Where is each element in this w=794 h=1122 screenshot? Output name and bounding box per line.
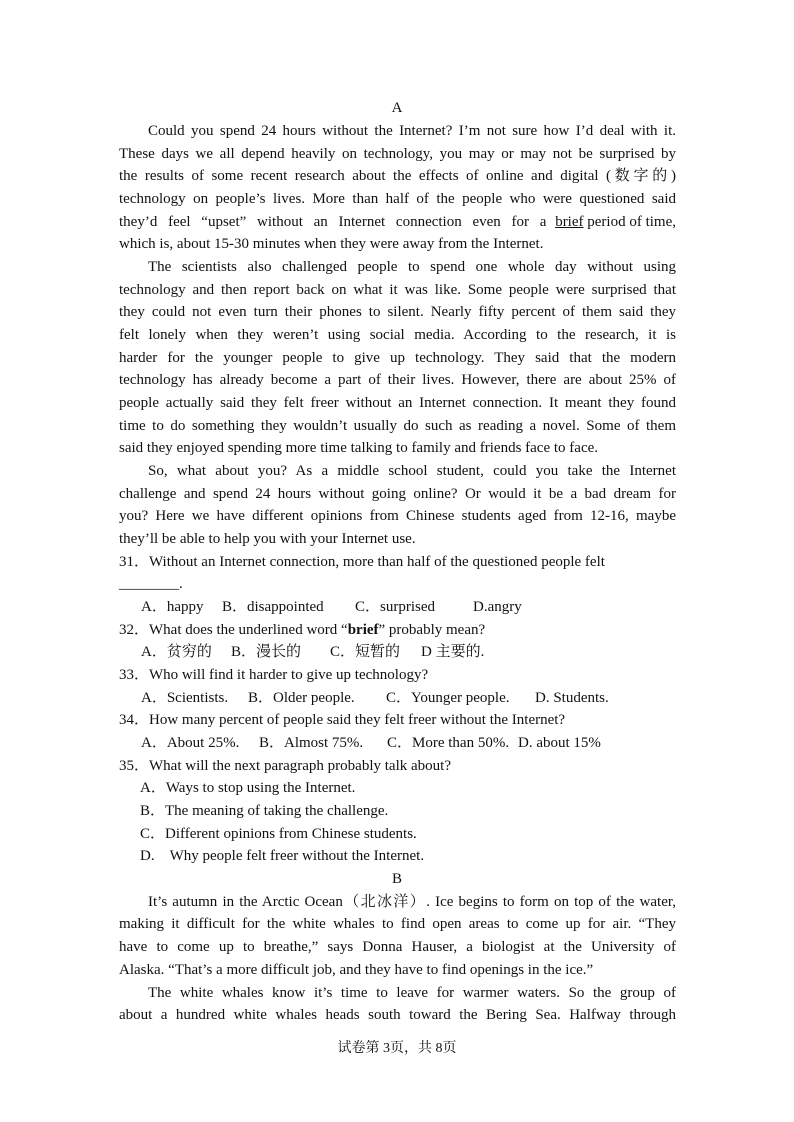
page-footer: 试卷第 3页，共 8页 xyxy=(337,1041,457,1056)
passage-a-p3-line: challenge and spend 24 hours without going online? Or would it be a bad dream for xyxy=(119,486,676,502)
passage-b-p2-line: The white whales know it’s time to leave for warmer waters. So the group of xyxy=(148,985,676,1001)
passage-a-p3-line: So, what about you? As a middle school student, could you take the Internet xyxy=(148,463,676,479)
passage-b-p1-line: have to come up to breathe,” says Donna Hauser, a biologist at the University of xyxy=(119,939,676,955)
question-32-option-a[interactable]: A．贫穷的 xyxy=(141,644,212,660)
passage-a-p2-line: felt lonely when they weren’t using social media. According to the research, it is xyxy=(119,327,676,343)
passage-a-p2-line: technology has already become a part of their lives. However, there are about 25% of xyxy=(119,372,676,388)
passage-a-p1-line: which is, about 15-30 minutes when they were away from the Internet. xyxy=(119,236,544,252)
passage-a-p2-line: technology and then report back on what it was like. Some people were surprised that xyxy=(119,282,676,298)
question-33-option-c[interactable]: C．Younger people. xyxy=(386,690,510,706)
passage-a-p3-line: you? Here we have different opinions from Chinese students aged from 12-16, maybe xyxy=(119,508,676,524)
question-33-stem: 33．Who will find it harder to give up technology? xyxy=(119,667,429,683)
question-32-stem-pre: 32．What does the underlined word “ xyxy=(119,622,348,638)
question-32-option-d[interactable]: D 主要的. xyxy=(421,644,485,660)
question-32-option-b[interactable]: B．漫长的 xyxy=(231,644,302,660)
question-31-stem: 31．Without an Internet connection, more than half of the questioned people felt xyxy=(119,554,605,570)
question-33-option-b[interactable]: B．Older people. xyxy=(248,690,355,706)
passage-b-p1-line: Alaska. “That’s a more difficult job, and they have to find openings in the ice.” xyxy=(119,962,594,978)
passage-a-p2-line: harder for the younger people to give up technology. They said that the modern xyxy=(119,350,676,366)
question-34-option-b[interactable]: B．Almost 75%. xyxy=(259,735,364,751)
question-32-stem-post: ” probably mean? xyxy=(378,622,486,638)
question-35-option-d[interactable]: D. Why people felt freer without the Internet. xyxy=(140,848,425,864)
passage-b-p2-line: about a hundred white whales heads south toward the Bering Sea. Halfway through xyxy=(119,1007,676,1023)
question-31-blank: ________. xyxy=(119,576,183,592)
question-35-option-b[interactable]: B．The meaning of taking the challenge. xyxy=(140,803,389,819)
question-35-stem: 35．What will the next paragraph probably talk about? xyxy=(119,758,451,774)
question-32-stem xyxy=(119,619,485,641)
question-35-option-c[interactable]: C．Different opinions from Chinese students. xyxy=(140,826,417,842)
underlined-word-brief: brief xyxy=(555,214,584,230)
passage-a-p2-line: The scientists also challenged people to spend one whole day without using xyxy=(148,259,676,275)
passage-a-heading: A xyxy=(391,100,403,116)
question-34-option-c[interactable]: C．More than 50%. xyxy=(387,735,510,751)
passage-a-p2-line: time to do something they wouldn’t usually do such as reading a novel. Some of them xyxy=(119,418,676,434)
question-32-stem-word: brief xyxy=(347,622,379,638)
question-32-option-c[interactable]: C．短暂的 xyxy=(330,644,401,660)
question-35-option-a[interactable]: A．Ways to stop using the Internet. xyxy=(140,780,356,796)
question-34-option-d[interactable]: D. about 15% xyxy=(518,735,601,751)
line-text xyxy=(119,211,676,233)
question-31-option-b[interactable]: B．disappointed xyxy=(222,599,324,615)
passage-a-p1-line: Could you spend 24 hours without the Internet? I’m not sure how I’d deal with it. xyxy=(148,123,676,139)
passage-b-p1-line: making it difficult for the white whales to find open areas to come up for air. “They xyxy=(119,916,676,932)
question-33-option-a[interactable]: A．Scientists. xyxy=(141,690,229,706)
passage-a-p1-line: the results of some recent research about the effects of online and digital (数字的) xyxy=(119,168,676,184)
passage-a-p2-line: they could not even turn their phones to silent. Nearly fifty percent of them said they xyxy=(119,304,676,320)
question-31-option-a[interactable]: A．happy xyxy=(141,599,204,615)
question-31-option-c[interactable]: C．surprised xyxy=(355,599,435,615)
question-31-option-d[interactable]: D.angry xyxy=(473,599,522,615)
passage-b-heading: B xyxy=(391,871,402,887)
passage-a-p1-line-underlined xyxy=(119,211,676,233)
question-34-stem: 34．How many percent of people said they felt freer without the Internet? xyxy=(119,712,566,728)
passage-a-p2-line: people actually said they felt freer without an Internet connection. It meant they found xyxy=(119,395,676,411)
passage-a-p2-line: said they enjoyed spending more time talking to family and friends face to face. xyxy=(119,440,599,456)
passage-a-p1-line: These days we all depend heavily on technology, you may or may not be surprised by xyxy=(119,146,676,162)
line-tail: period of time, xyxy=(583,214,676,230)
line-head: they’d feel “upset” without an Internet connection even for a xyxy=(119,214,551,230)
passage-b-p1-line: It’s autumn in the Arctic Ocean（北冰洋）. Ice begins to form on top of the water, xyxy=(148,894,676,910)
question-34-option-a[interactable]: A．About 25%. xyxy=(141,735,240,751)
passage-a-p3-line: they’ll be able to help you with your Internet use. xyxy=(119,531,416,547)
question-33-option-d[interactable]: D. Students. xyxy=(535,690,609,706)
passage-a-p1-line: technology on people’s lives. More than half of the people who were questioned said xyxy=(119,191,676,207)
